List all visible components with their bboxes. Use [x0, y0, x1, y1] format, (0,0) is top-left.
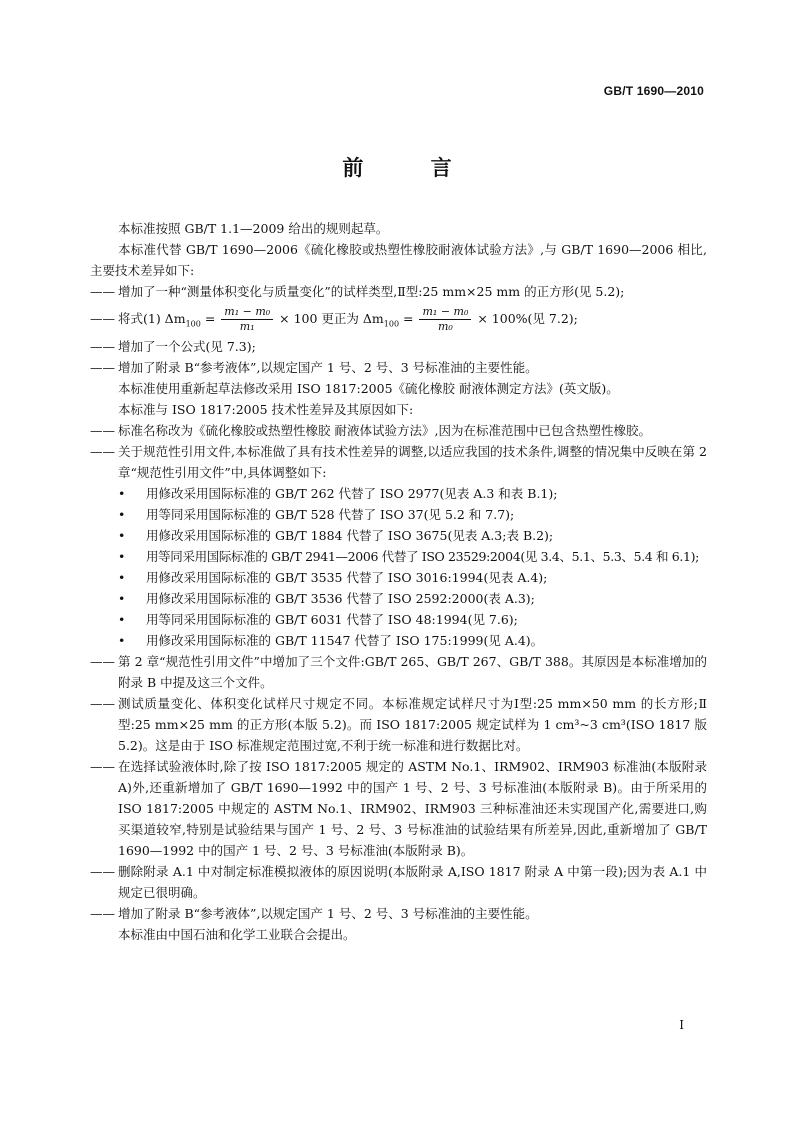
dash-item-text: 删除附录 A.1 中对制定标准模拟液体的原因说明(本版附录 A,ISO 1817 附录 A 中第一段);因为表 A.1 中规定已很明确。	[118, 864, 707, 900]
bullet-text: 用修改采用国际标准的 GB/T 1884 代替了 ISO 3675(见表 A.3;表 B.2);	[146, 528, 554, 543]
dash-item	[90, 357, 707, 378]
bullet-text: 用等同采用国际标准的 GB/T 2941—2006 代替了 ISO 23529:2004(见 3.4、5.1、5.3、5.4 和 6.1);	[146, 549, 700, 564]
bullet-icon: •	[118, 570, 126, 585]
dash-mark: ——	[90, 696, 115, 711]
dash-mark: ——	[90, 759, 115, 774]
dash-item	[90, 281, 707, 302]
dash-item-text: 增加了一种“测量体积变化与质量变化”的试样类型,Ⅱ型:25 mm×25 mm 的正方形(见 5.2);	[118, 284, 625, 299]
bullet-icon: •	[118, 612, 126, 627]
page-number: I	[679, 1018, 684, 1032]
dash-mark: ——	[90, 906, 115, 921]
formula-text: 将式(1) Δm	[118, 311, 186, 326]
formula-text: × 100 更正为 Δm	[279, 311, 384, 326]
dash-item	[90, 336, 707, 357]
dash-mark: ——	[90, 339, 115, 354]
dash-item-text: 关于规范性引用文件,本标准做了具有技术性差异的调整,以适应我国的技术条件,调整的情况集中反映在第 2 章“规范性引用文件”中,具体调整如下:	[118, 444, 707, 480]
bullet-icon: •	[118, 549, 126, 564]
formula-eq: =	[200, 311, 220, 326]
bullet-item	[90, 588, 707, 609]
dash-item	[90, 420, 707, 441]
formula-subscript: 100	[185, 319, 201, 329]
foreword-body	[90, 218, 707, 945]
paragraph: 本标准使用重新起草法修改采用 ISO 1817:2005《硫化橡胶 耐液体测定方法》(英文版)。	[118, 381, 619, 396]
paragraph: 本标准与 ISO 1817:2005 技术性差异及其原因如下:	[118, 402, 414, 417]
bullet-text: 用等同采用国际标准的 GB/T 528 代替了 ISO 37(见 5.2 和 7.7);	[146, 507, 515, 522]
paragraph: 本标准代替 GB/T 1690—2006《硫化橡胶或热塑性橡胶耐液体试验方法》,与 GB/T 1690—2006 相比,主要技术差异如下:	[90, 242, 707, 278]
bullet-icon: •	[118, 633, 126, 648]
dash-mark: ——	[90, 284, 115, 299]
bullet-item	[90, 483, 707, 504]
dash-mark: ——	[90, 311, 115, 326]
paragraph: 本标准按照 GB/T 1.1—2009 给出的规则起草。	[118, 221, 389, 236]
dash-item-text: 标准名称改为《硫化橡胶或热塑性橡胶 耐液体试验方法》,因为在标准范围中已包含热塑性橡胶。	[118, 423, 651, 438]
dash-item	[90, 756, 707, 861]
fraction-denominator: m₀	[438, 320, 453, 333]
fraction-numerator: m₁ − m₀	[221, 305, 273, 320]
dash-item-text: 测试质量变化、体积变化试样尺寸规定不同。本标准规定试样尺寸为Ⅰ型:25 mm×50 mm 的长方形;Ⅱ型:25 mm×25 mm 的正方形(本版 5.2)。而 ISO 1817:2005 规定试样为 1 cm³~3 cm³(ISO 1817 版 5.2)。这是由于 ISO 标准规定范围过宽,不利于统一标准和进行数据比对。	[118, 696, 707, 753]
dash-item-text: 第 2 章“规范性引用文件”中增加了三个文件:GB/T 265、GB/T 267、GB/T 388。其原因是本标准增加的附录 B 中提及这三个文件。	[118, 654, 707, 690]
dash-item	[90, 693, 707, 756]
bullet-item	[90, 630, 707, 651]
paragraph: 本标准由中国石油和化学工业联合会提出。	[118, 927, 356, 942]
formula-eq: =	[399, 311, 418, 326]
dash-item-text: 在选择试验液体时,除了按 ISO 1817:2005 规定的 ASTM No.1、IRM902、IRM903 标准油(本版附录 A)外,还重新增加了 GB/T 1690—1992 中的国产 1 号、2 号、3 号标准油(本版附录 B)。由于所采用的 ISO 1817:2005 中规定的 ASTM No.1、IRM902、IRM903 三种标准油还未实现国产化,需要进口,购买渠道较窄,特别是试验结果与国产 1 号、2 号、3 号标准油的试验结果有所差异,因此,重新增加了 GB/T 1690—1992 中的国产 1 号、2 号、3 号标准油(本版附录 B)。	[118, 759, 707, 858]
fraction	[221, 305, 273, 334]
bullet-icon: •	[118, 528, 126, 543]
bullet-icon: •	[118, 486, 126, 501]
dash-item	[90, 861, 707, 903]
bullet-text: 用修改采用国际标准的 GB/T 11547 代替了 ISO 175:1999(见 A.4)。	[146, 633, 544, 648]
bullet-item	[90, 525, 707, 546]
bullet-item	[90, 504, 707, 525]
bullet-text: 用修改采用国际标准的 GB/T 3536 代替了 ISO 2592:2000(表 A.3);	[146, 591, 535, 606]
dash-mark: ——	[90, 654, 115, 669]
bullet-icon: •	[118, 507, 126, 522]
bullet-item	[90, 567, 707, 588]
bullet-item	[90, 546, 707, 567]
formula-item	[90, 304, 707, 334]
page-title: 前 言	[342, 155, 482, 180]
dash-item	[90, 651, 707, 693]
formula-text: × 100%(见 7.2);	[477, 311, 578, 326]
dash-item-text: 增加了附录 B“参考液体”,以规定国产 1 号、2 号、3 号标准油的主要性能。	[118, 360, 538, 375]
dash-mark: ——	[90, 360, 115, 375]
bullet-text: 用修改采用国际标准的 GB/T 262 代替了 ISO 2977(见表 A.3 和表 B.1);	[146, 486, 558, 501]
fraction-numerator: m₁ − m₀	[419, 305, 471, 320]
dash-mark: ——	[90, 423, 115, 438]
dash-item	[90, 903, 707, 924]
standard-code: GB/T 1690—2010	[603, 84, 704, 98]
dash-item	[90, 441, 707, 483]
fraction	[419, 305, 471, 334]
bullet-text: 用修改采用国际标准的 GB/T 3535 代替了 ISO 3016:1994(见表 A.4);	[146, 570, 548, 585]
dash-mark: ——	[90, 864, 115, 879]
formula-subscript: 100	[383, 319, 400, 329]
bullet-text: 用等同采用国际标准的 GB/T 6031 代替了 ISO 48:1994(见 7.6);	[146, 612, 518, 627]
dash-item-text: 增加了附录 B“参考液体”,以规定国产 1 号、2 号、3 号标准油的主要性能。	[118, 906, 538, 921]
dash-mark: ——	[90, 444, 115, 459]
dash-item-text: 增加了一个公式(见 7.3);	[118, 339, 256, 354]
bullet-icon: •	[118, 591, 126, 606]
fraction-denominator: m₁	[239, 320, 255, 333]
bullet-item	[90, 609, 707, 630]
